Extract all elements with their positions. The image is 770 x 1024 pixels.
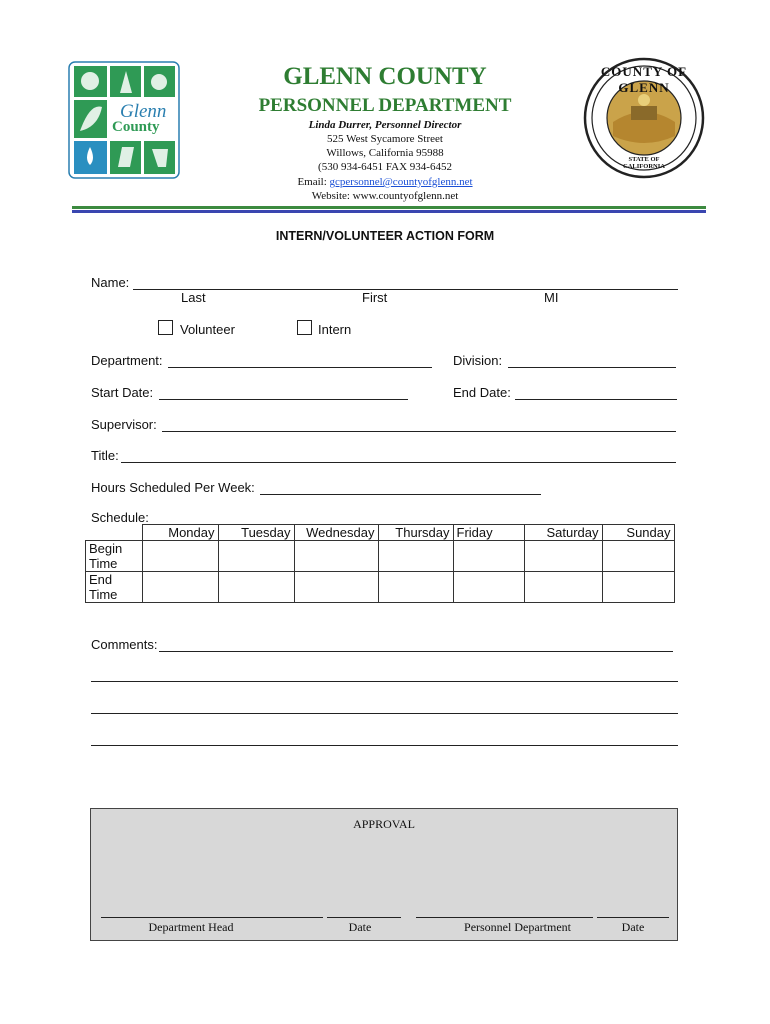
- schedule-day-wednesday: Wednesday: [294, 525, 378, 541]
- schedule-table: [85, 524, 675, 603]
- hours-per-week-label: Hours Scheduled Per Week:: [91, 480, 255, 495]
- intern-label: Intern: [318, 322, 352, 337]
- personnel-date-caption: Date: [621, 920, 645, 934]
- schedule-day-friday: Friday: [453, 525, 524, 541]
- schedule-end-time-label: End Time: [86, 572, 143, 603]
- schedule-cell[interactable]: [142, 572, 218, 603]
- comments-field-line-2[interactable]: [91, 681, 678, 682]
- header-rule-green: [72, 206, 706, 209]
- schedule-cell[interactable]: [602, 541, 674, 572]
- schedule-header-row: [86, 525, 675, 541]
- personnel-caption: Personnel Department: [464, 920, 571, 934]
- department-head-date-line[interactable]: [327, 917, 401, 918]
- name-first-caption: First: [362, 290, 388, 305]
- director-name: Linda Durrer, Personnel Director: [308, 119, 462, 131]
- end-date-label: End Date:: [453, 385, 511, 400]
- email-line: [200, 176, 570, 188]
- schedule-day-sunday: Sunday: [602, 525, 674, 541]
- schedule-cell[interactable]: [524, 541, 602, 572]
- department-head-caption: Department Head: [148, 920, 234, 934]
- name-mi-caption: MI: [544, 290, 559, 305]
- job-title-label: Title:: [91, 448, 119, 463]
- department-head-date-caption: Date: [348, 920, 372, 934]
- schedule-cell[interactable]: [294, 541, 378, 572]
- comments-label: Comments:: [91, 637, 158, 652]
- start-date-field[interactable]: [159, 399, 408, 400]
- supervisor-label: Supervisor:: [91, 417, 157, 432]
- volunteer-label: Volunteer: [180, 322, 235, 337]
- glenn-county-logo: [68, 61, 180, 179]
- schedule-cell[interactable]: [524, 572, 602, 603]
- name-label: Name:: [91, 275, 130, 290]
- schedule-cell[interactable]: [453, 572, 524, 603]
- header-rule-blue: [72, 210, 706, 213]
- intern-checkbox[interactable]: [297, 320, 312, 335]
- schedule-day-monday: Monday: [142, 525, 218, 541]
- schedule-cell[interactable]: [294, 572, 378, 603]
- approval-box: [90, 808, 678, 941]
- department-label: Department:: [91, 353, 163, 368]
- approval-title: APPROVAL: [353, 817, 415, 831]
- supervisor-field[interactable]: [162, 431, 676, 432]
- personnel-date-line[interactable]: [597, 917, 669, 918]
- comments-field-line-4[interactable]: [91, 745, 678, 746]
- schedule-corner-cell: [86, 525, 143, 541]
- email-label: Email:: [297, 176, 327, 188]
- street-address: 525 West Sycamore Street: [327, 133, 443, 145]
- email-link[interactable]: gcpersonnel@countyofglenn.net: [329, 176, 473, 188]
- division-label: Division:: [453, 353, 503, 368]
- department-name: PERSONNEL DEPARTMENT: [258, 95, 512, 116]
- county-seal: [583, 56, 705, 180]
- org-name: GLENN COUNTY: [283, 63, 487, 90]
- schedule-cell[interactable]: [142, 541, 218, 572]
- schedule-cell[interactable]: [218, 541, 294, 572]
- name-field[interactable]: [133, 289, 678, 290]
- schedule-end-row: [86, 572, 675, 603]
- schedule-day-saturday: Saturday: [524, 525, 602, 541]
- end-date-field[interactable]: [515, 399, 677, 400]
- schedule-begin-time-label: Begin Time: [86, 541, 143, 572]
- phone-fax: (530 934-6451 FAX 934-6452: [318, 161, 452, 173]
- hours-per-week-field[interactable]: [260, 494, 541, 495]
- volunteer-checkbox[interactable]: [158, 320, 173, 335]
- city-address: Willows, California 95988: [326, 147, 444, 159]
- personnel-signature-line[interactable]: [416, 917, 593, 918]
- seal-text-bottom: STATE OF CALIFORNIA: [623, 156, 665, 170]
- schedule-cell[interactable]: [602, 572, 674, 603]
- name-last-caption: Last: [181, 290, 206, 305]
- schedule-cell[interactable]: [218, 572, 294, 603]
- schedule-day-tuesday: Tuesday: [218, 525, 294, 541]
- department-head-signature-line[interactable]: [101, 917, 323, 918]
- schedule-cell[interactable]: [378, 572, 453, 603]
- department-field[interactable]: [168, 367, 432, 368]
- website-line: Website: www.countyofglenn.net: [311, 190, 459, 202]
- logo-wordmark-glenn: Glenn: [120, 101, 167, 122]
- job-title-field[interactable]: [121, 462, 676, 463]
- schedule-label: Schedule:: [91, 510, 149, 525]
- seal-text-top: COUNTY OF GLENN: [600, 64, 688, 95]
- comments-field-line-3[interactable]: [91, 713, 678, 714]
- division-field[interactable]: [508, 367, 676, 368]
- logo-wordmark-county: County: [112, 119, 160, 135]
- start-date-label: Start Date:: [91, 385, 154, 400]
- form-title: INTERN/VOLUNTEER ACTION FORM: [275, 229, 495, 243]
- schedule-cell[interactable]: [453, 541, 524, 572]
- comments-field-line-1[interactable]: [159, 651, 673, 652]
- schedule-day-thursday: Thursday: [378, 525, 453, 541]
- schedule-cell[interactable]: [378, 541, 453, 572]
- schedule-begin-row: [86, 541, 675, 572]
